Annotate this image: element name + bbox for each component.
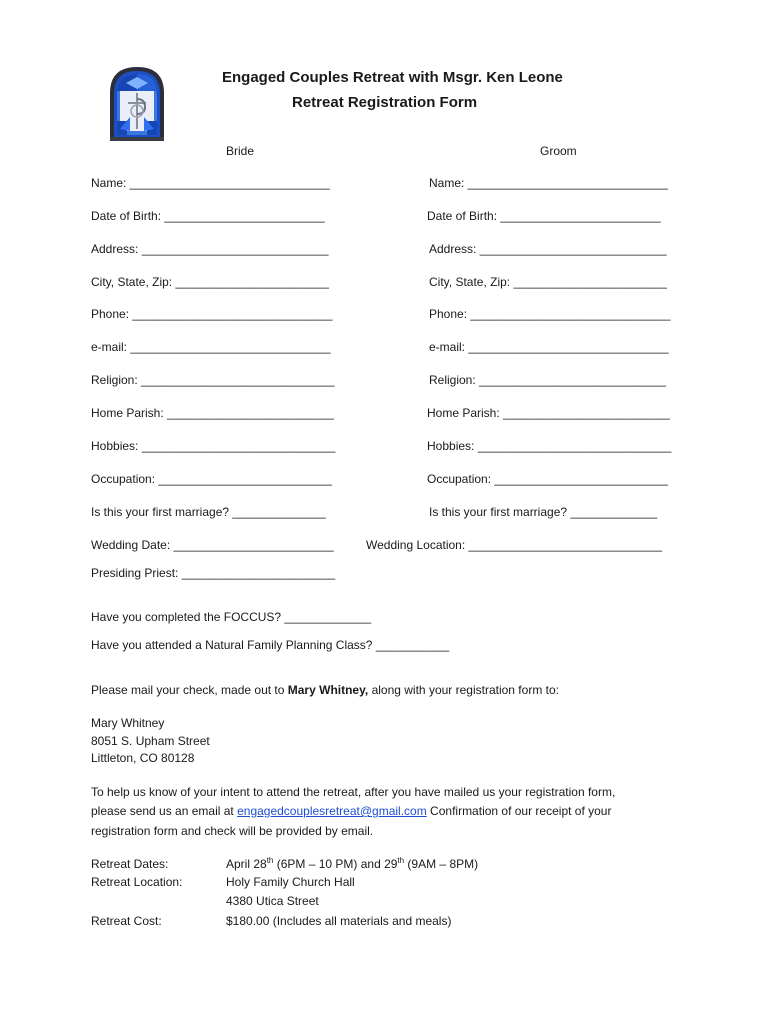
groom-religion-field[interactable]: Religion: ____________________________ (429, 373, 666, 387)
bride-email-field[interactable]: e-mail: ______________________________ (91, 340, 331, 354)
mail-instruction (91, 683, 559, 698)
presiding-priest-field[interactable]: Presiding Priest: _______________________ (91, 566, 336, 580)
dates-part-3: (9AM – 8PM) (404, 857, 479, 871)
groom-column-header: Groom (540, 144, 577, 158)
groom-home-parish-field[interactable]: Home Parish: _________________________ (427, 406, 670, 420)
notice-line-1: To help us know of your intent to attend the retreat, after you have mailed us your registration form, (91, 785, 616, 799)
groom-city-state-zip-field[interactable]: City, State, Zip: _______________________ (429, 275, 667, 289)
address-city: Littleton, CO 80128 (91, 751, 195, 765)
groom-address-field[interactable]: Address: ____________________________ (429, 242, 667, 256)
groom-email-field[interactable]: e-mail: ______________________________ (429, 340, 669, 354)
email-link[interactable]: engagedcouplesretreat@gmail.com (237, 804, 427, 818)
notice-line-2 (91, 804, 611, 819)
bride-occupation-field[interactable]: Occupation: __________________________ (91, 472, 332, 486)
retreat-location-line-2: 4380 Utica Street (226, 894, 319, 908)
form-title: Engaged Couples Retreat with Msgr. Ken Leone (222, 69, 563, 86)
stained-glass-window-icon (108, 65, 166, 141)
wedding-date-field[interactable]: Wedding Date: ________________________ (91, 538, 334, 552)
bride-phone-field[interactable]: Phone: ______________________________ (91, 307, 333, 321)
dates-ordinal-1: th (266, 856, 274, 865)
payee-name: Mary Whitney, (287, 683, 369, 697)
groom-occupation-field[interactable]: Occupation: __________________________ (427, 472, 668, 486)
retreat-location-line-1: Holy Family Church Hall (226, 875, 355, 889)
foccus-question-field[interactable]: Have you completed the FOCCUS? _____________ (91, 610, 372, 624)
groom-hobbies-field[interactable]: Hobbies: _____________________________ (427, 439, 672, 453)
notice-line-2-prefix: please send us an email at (91, 804, 238, 818)
groom-phone-field[interactable]: Phone: ______________________________ (429, 307, 671, 321)
bride-religion-field[interactable]: Religion: _____________________________ (91, 373, 335, 387)
dates-part-2: (6PM – 10 PM) and 29 (273, 857, 398, 871)
mail-instruction-prefix: Please mail your check, made out to (91, 683, 288, 697)
mail-instruction-suffix: along with your registration form to: (368, 683, 559, 697)
wedding-location-field[interactable]: Wedding Location: _____________________________ (366, 538, 663, 552)
address-street: 8051 S. Upham Street (91, 734, 210, 748)
bride-home-parish-field[interactable]: Home Parish: _________________________ (91, 406, 334, 420)
notice-line-3: registration form and check will be provided by email. (91, 824, 374, 838)
retreat-cost-value: $180.00 (Includes all materials and meals) (226, 914, 452, 928)
retreat-location-label: Retreat Location: (91, 875, 183, 889)
dates-ordinal-2: th (397, 856, 405, 865)
bride-first-marriage-field[interactable]: Is this your first marriage? ______________ (91, 505, 326, 519)
retreat-dates-value (226, 857, 478, 872)
groom-dob-field[interactable]: Date of Birth: ________________________ (427, 209, 661, 223)
groom-first-marriage-field[interactable]: Is this your first marriage? _____________ (429, 505, 658, 519)
bride-city-state-zip-field[interactable]: City, State, Zip: _______________________ (91, 275, 329, 289)
notice-line-2-suffix: Confirmation of our receipt of your (426, 804, 612, 818)
retreat-dates-label: Retreat Dates: (91, 857, 169, 871)
form-subtitle: Retreat Registration Form (292, 94, 478, 111)
groom-name-field[interactable]: Name: ______________________________ (429, 176, 668, 190)
bride-column-header: Bride (226, 144, 255, 158)
nfp-question-field[interactable]: Have you attended a Natural Family Planning Class? ___________ (91, 638, 450, 652)
dates-part-1: April 28 (226, 857, 267, 871)
bride-hobbies-field[interactable]: Hobbies: _____________________________ (91, 439, 336, 453)
retreat-cost-label: Retreat Cost: (91, 914, 162, 928)
bride-address-field[interactable]: Address: ____________________________ (91, 242, 329, 256)
bride-name-field[interactable]: Name: ______________________________ (91, 176, 330, 190)
bride-dob-field[interactable]: Date of Birth: ________________________ (91, 209, 325, 223)
address-name: Mary Whitney (91, 716, 165, 730)
